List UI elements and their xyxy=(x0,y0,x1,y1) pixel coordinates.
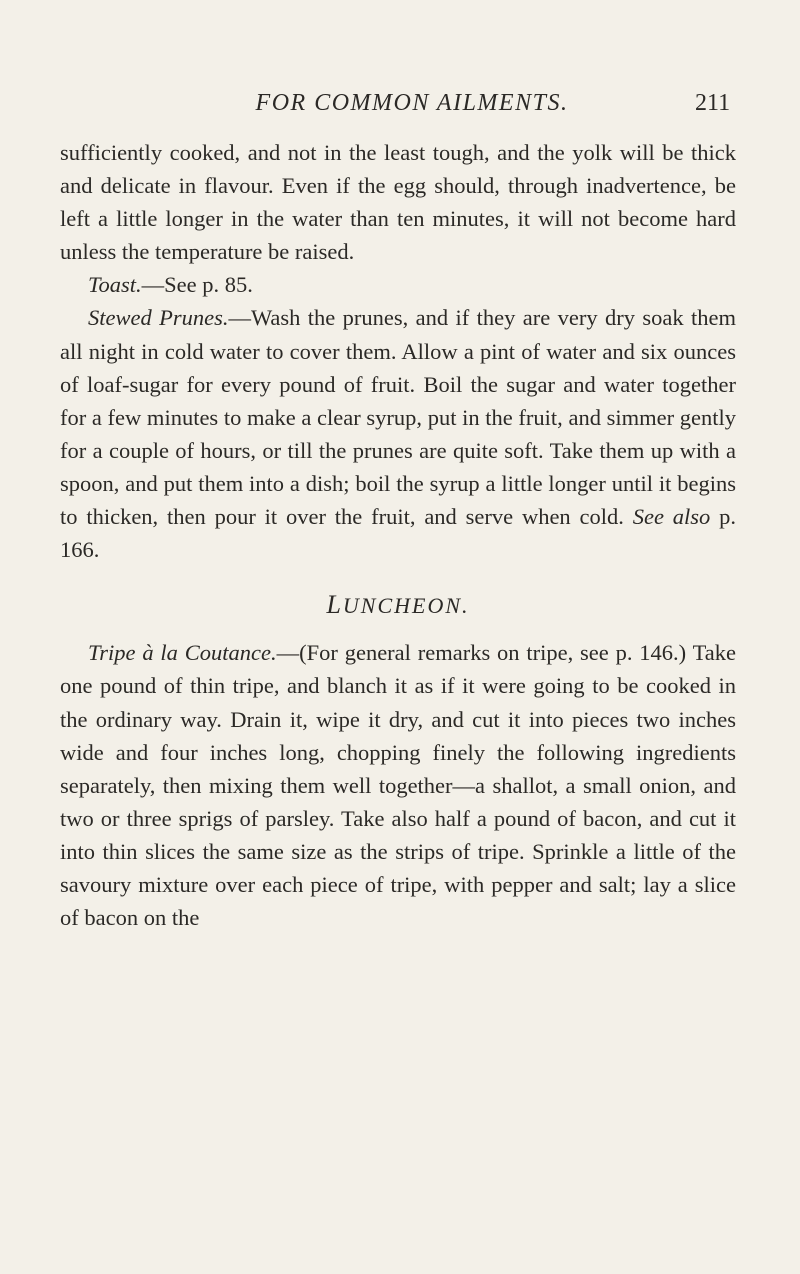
toast-text: —See p. 85. xyxy=(141,272,253,298)
prunes-text: —Wash the prunes, and if they are very dry soak them all night in cold water to cover them. Allow a pint of water and six ounces of loaf-sugar for every pound of fruit. Boil the sugar and water together for a few minutes to make a clear syrup, put in the fruit, and simmer gently for a couple of hours, or till the prunes are quite soft. Take them up with a spoon, and put them into a dish; boil the syrup a little longer until it begins to thicken, then pour it over the fruit, and serve when cold. xyxy=(60,305,736,530)
running-title: FOR COMMON AILMENTS. xyxy=(255,90,569,116)
paragraph-stewed-prunes xyxy=(60,301,736,566)
paragraph-tripe xyxy=(60,636,736,934)
tripe-title: Tripe à la Coutance. xyxy=(88,640,277,666)
tripe-text: —(For general remarks on tripe, see p. 146.) Take one pound of thin tripe, and blanch it as if it were going to be cooked in the ordinary way. Drain it, wipe it dry, and cut it into pieces two inches wide and four inches long, chopping finely the following ingredients separately, then mixing them well together—a shallot, a small onion, and two or three sprigs of parsley. Take also half a pound of bacon, and cut it into thin slices the same size as the strips of tripe. Sprinkle a little of the savoury mixture over each piece of tripe, with pepper and salt; lay a slice of bacon on the xyxy=(60,640,736,931)
section-heading-luncheon xyxy=(60,588,736,622)
paragraph-egg-continuation: sufficiently cooked, and not in the least tough, and the yolk will be thick and delicate in flavour. Even if the egg should, through inadvertence, be left a little longer in the water than ten minutes, it will not become hard unless the temperature be raised. xyxy=(60,140,736,265)
body-text xyxy=(60,136,736,934)
section-heading-rest: UNCHEON. xyxy=(342,593,470,619)
page-number: 211 xyxy=(695,90,731,116)
prunes-ref: p. 166. xyxy=(60,504,737,563)
toast-title: Toast. xyxy=(88,272,142,298)
paragraph-toast xyxy=(60,268,736,301)
prunes-title: Stewed Prunes. xyxy=(88,305,229,331)
prunes-see-also: See also xyxy=(632,504,711,530)
section-heading-initial: L xyxy=(326,590,343,620)
